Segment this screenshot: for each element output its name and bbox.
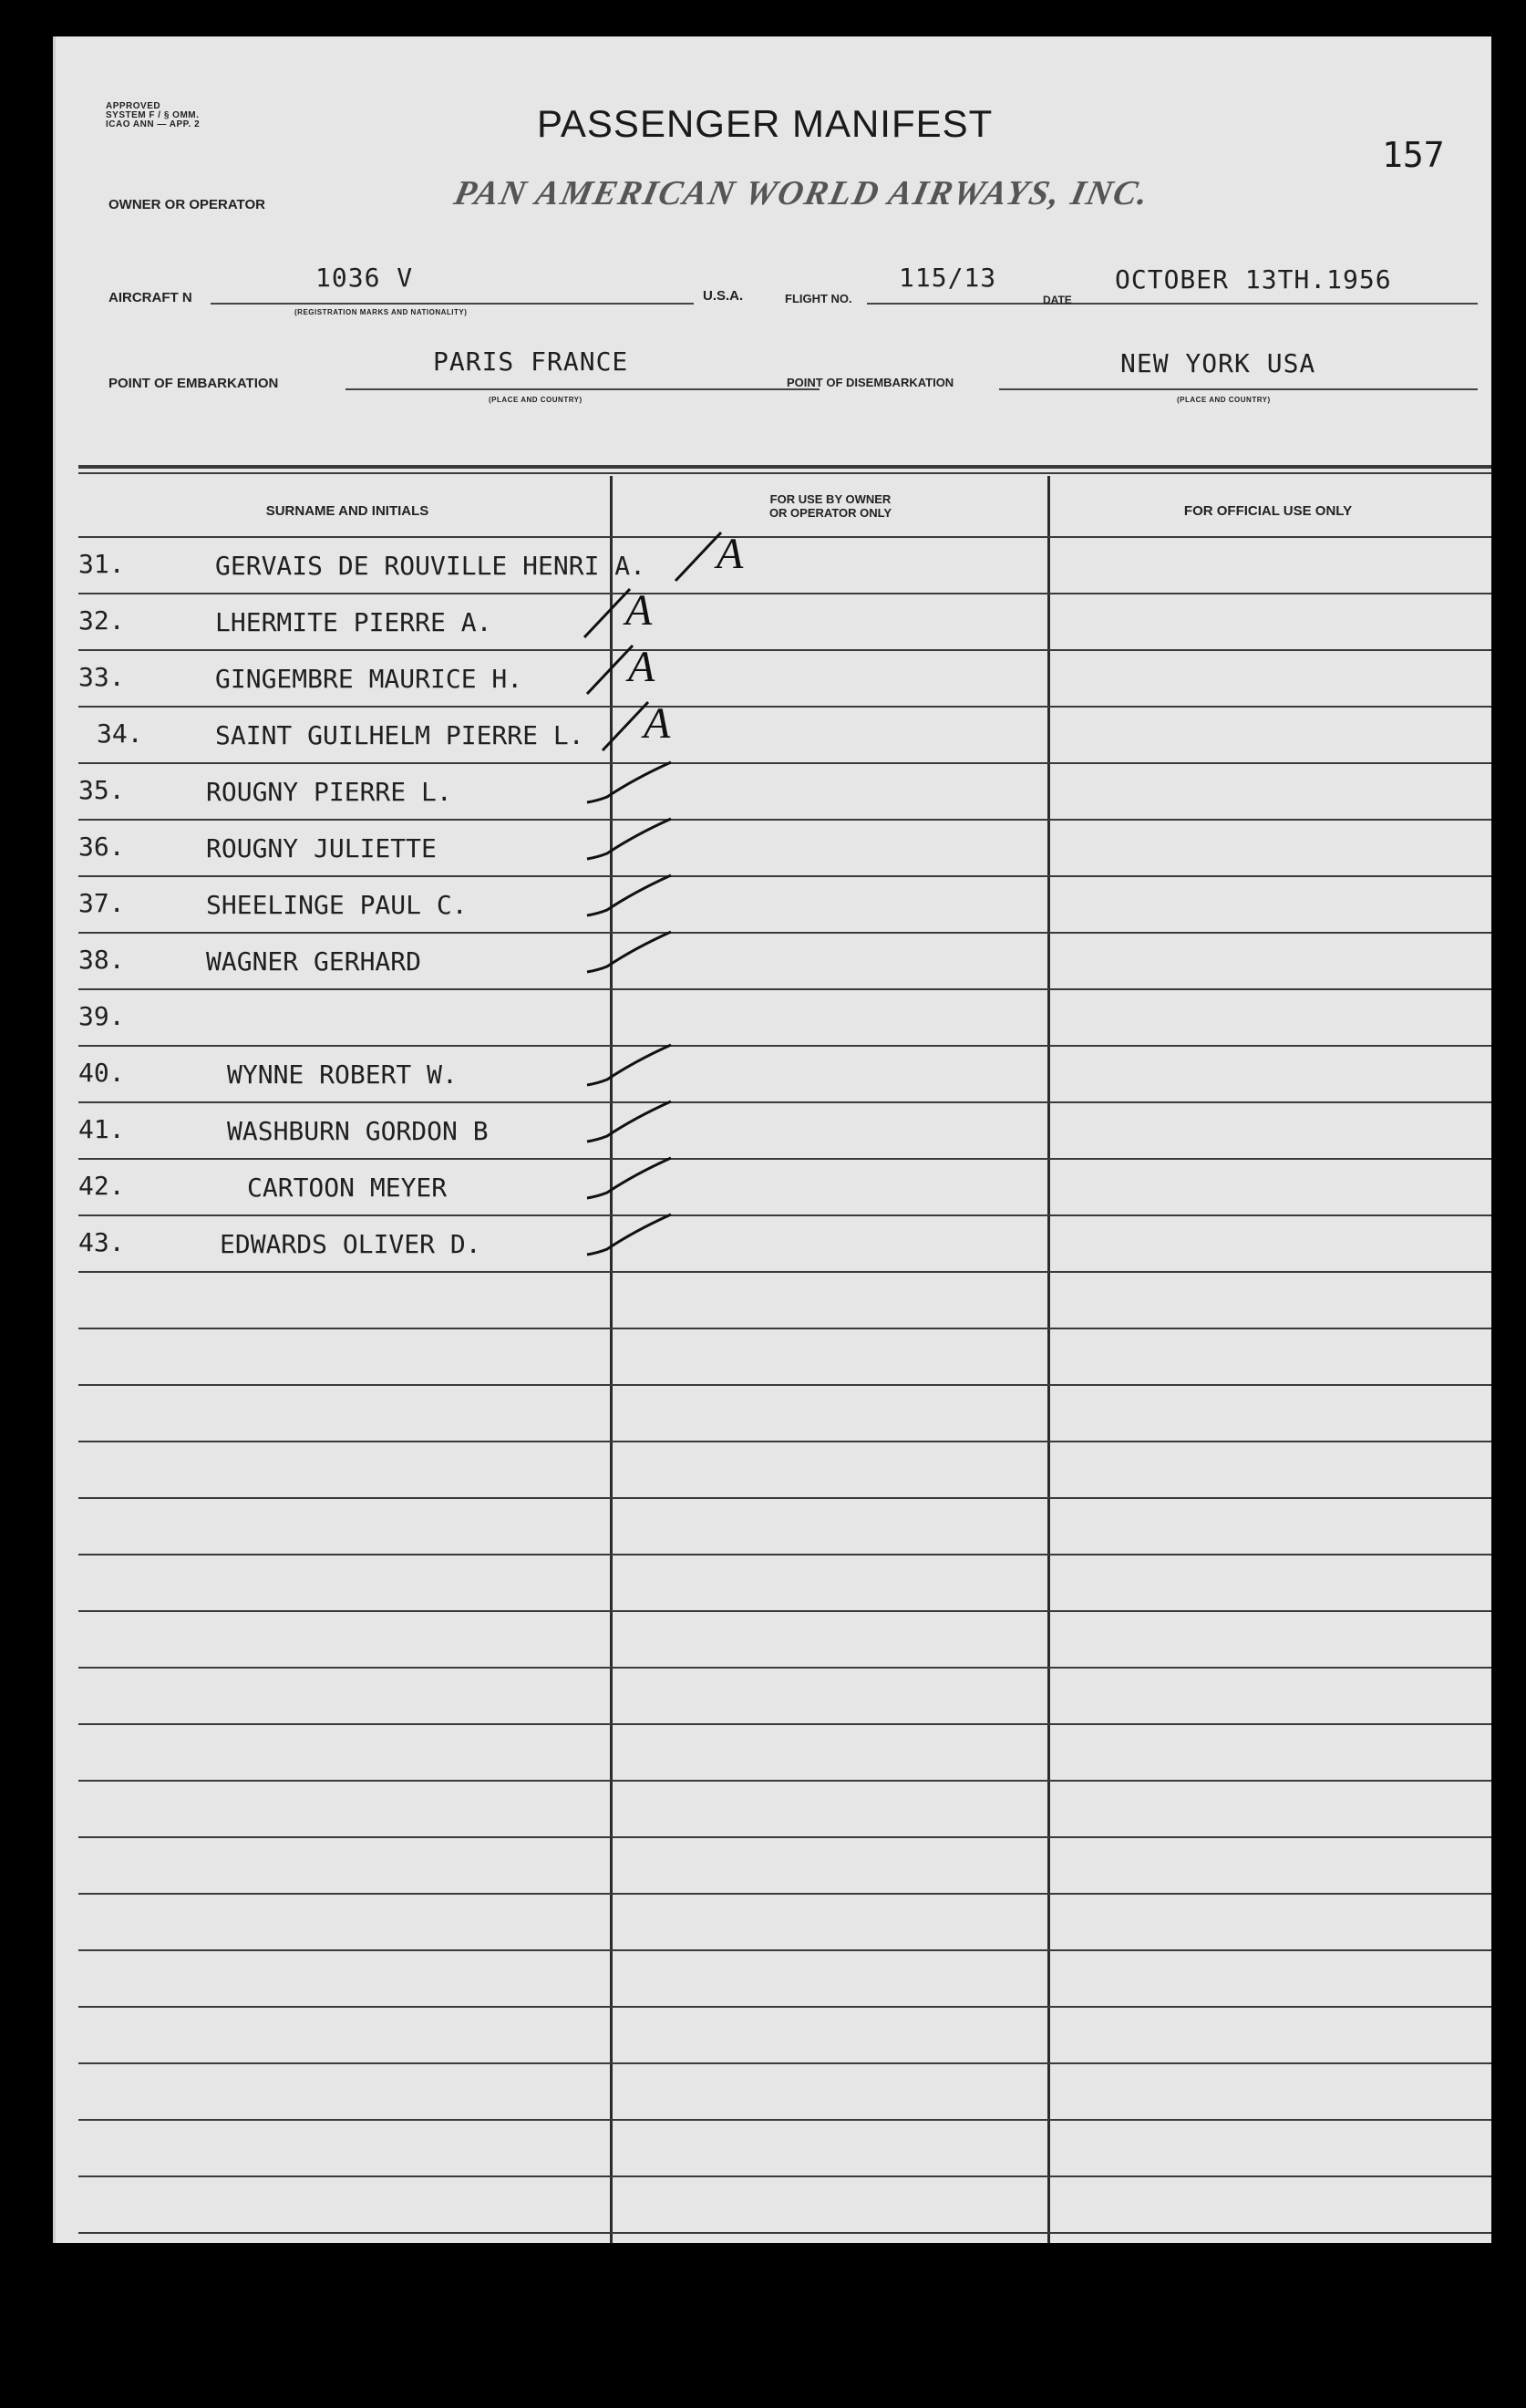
handwritten-a-mark: A (628, 643, 655, 691)
ruled-line (78, 1893, 1491, 1895)
row-number: 37. (78, 888, 125, 918)
passenger-name: GERVAIS DE ROUVILLE HENRI A. (215, 551, 646, 581)
ruled-line (78, 1441, 1491, 1442)
approval-note-line: APPROVED (106, 101, 161, 111)
column-header-owner-use (612, 492, 1049, 520)
aircraft-label: AIRCRAFT N (108, 290, 192, 305)
slash-mark (580, 587, 653, 642)
column-header-owner-use-line: FOR USE BY OWNER (769, 492, 892, 506)
row-number: 32. (78, 605, 125, 636)
ruled-line (78, 1723, 1491, 1725)
aircraft-sublabel: (REGISTRATION MARKS AND NATIONALITY) (294, 308, 468, 316)
passenger-name: SAINT GUILHELM PIERRE L. (215, 720, 584, 750)
passenger-name: SHEELINGE PAUL C. (206, 890, 468, 920)
page-title: PASSENGER MANIFEST (537, 102, 994, 145)
ruled-line (78, 1780, 1491, 1782)
table-row (56, 643, 1487, 709)
handwritten-a-mark: A (625, 586, 653, 635)
ruled-line (78, 1328, 1491, 1329)
embarkation-underline (345, 388, 820, 390)
approval-note-line: SYSTEM F / § OMM. (106, 110, 200, 120)
ruled-line (78, 1836, 1491, 1838)
embarkation-label: POINT OF EMBARKATION (108, 376, 279, 391)
ruled-line (78, 1384, 1491, 1386)
table-row (56, 945, 1487, 992)
passenger-name: WAGNER GERHARD (206, 946, 422, 977)
passenger-name: WASHBURN GORDON B (227, 1116, 489, 1146)
row-number: 31. (78, 549, 125, 579)
table-row (56, 1058, 1487, 1105)
ruled-line (78, 2175, 1491, 2177)
owner-label: OWNER OR OPERATOR (108, 197, 265, 212)
handwritten-a-mark: A (717, 530, 744, 578)
passenger-name: EDWARDS OLIVER D. (220, 1229, 481, 1259)
date-label: DATE (1043, 294, 1072, 306)
ruled-line (78, 1497, 1491, 1499)
slash-mark (598, 700, 671, 755)
row-number: 33. (78, 662, 125, 692)
date-underline (1095, 303, 1478, 305)
passenger-name: GINGEMBRE MAURICE H. (215, 664, 523, 694)
table-row (56, 1227, 1487, 1275)
embarkation-value: PARIS FRANCE (433, 346, 629, 377)
approval-note-line: ICAO ANN — APP. 2 (106, 119, 201, 129)
ruled-line (78, 536, 1491, 538)
table-top-rule (78, 472, 1491, 474)
row-number: 38. (78, 945, 125, 975)
row-number: 41. (78, 1114, 125, 1144)
check-mark (580, 817, 680, 872)
check-mark (580, 1213, 680, 1267)
row-number: 36. (78, 832, 125, 862)
check-mark (580, 930, 680, 985)
handwritten-a-mark: A (644, 699, 671, 748)
passenger-name: ROUGNY JULIETTE (206, 833, 437, 863)
table-row (56, 1171, 1487, 1218)
disembarkation-value: NEW YORK USA (1120, 348, 1316, 378)
disembarkation-label: POINT OF DISEMBARKATION (787, 376, 954, 389)
aircraft-underline (211, 303, 694, 305)
airline-name: PAN AMERICAN WORLD AIRWAYS, INC. (450, 174, 1154, 212)
row-number: 42. (78, 1171, 125, 1201)
row-number: 43. (78, 1227, 125, 1257)
table-row (56, 530, 1487, 596)
flight-value: 115/13 (899, 263, 997, 293)
row-number: 39. (78, 1001, 125, 1031)
passenger-name: ROUGNY PIERRE L. (206, 777, 452, 807)
approval-note (106, 102, 200, 129)
check-mark (580, 1043, 680, 1098)
row-number: 35. (78, 775, 125, 805)
check-mark (580, 1100, 680, 1154)
table-row (56, 699, 1487, 766)
table-row (56, 832, 1487, 879)
table-row (56, 888, 1487, 935)
check-mark (580, 760, 680, 815)
passenger-name: WYNNE ROBERT W. (227, 1059, 458, 1090)
usa-label: U.S.A. (703, 288, 744, 304)
ruled-line (78, 2062, 1491, 2064)
date-value: OCTOBER 13TH.1956 (1115, 264, 1392, 295)
embarkation-sublabel: (PLACE AND COUNTRY) (489, 396, 583, 404)
ruled-line (78, 2006, 1491, 2008)
check-mark (580, 1156, 680, 1211)
disembarkation-sublabel: (PLACE AND COUNTRY) (1177, 396, 1271, 404)
column-header-official: FOR OFFICIAL USE ONLY (1183, 503, 1353, 519)
ruled-line (78, 1554, 1491, 1555)
column-header-owner-use-line: OR OPERATOR ONLY (768, 506, 892, 520)
check-mark (580, 873, 680, 928)
page-number: 157 (1382, 135, 1445, 175)
table-row (56, 775, 1487, 822)
ruled-line (78, 1949, 1491, 1951)
ruled-line (78, 1610, 1491, 1612)
slash-mark (583, 644, 655, 698)
table-row (56, 586, 1487, 653)
column-header-surname: SURNAME AND INITIALS (265, 503, 429, 519)
passenger-name: LHERMITE PIERRE A. (215, 607, 492, 637)
table-row (56, 1001, 1487, 1049)
ruled-line (78, 2119, 1491, 2121)
ruled-line (78, 1667, 1491, 1669)
table-row (56, 1114, 1487, 1162)
ruled-line (78, 2232, 1491, 2234)
manifest-sheet (53, 36, 1491, 2243)
table-top-rule (78, 465, 1491, 469)
flight-label: FLIGHT NO. (785, 292, 852, 305)
disembarkation-underline (999, 388, 1478, 390)
row-number: 34. (97, 718, 143, 749)
passenger-name: CARTOON MEYER (247, 1173, 448, 1203)
slash-mark (671, 531, 744, 585)
row-number: 40. (78, 1058, 125, 1088)
aircraft-value: 1036 V (315, 263, 414, 293)
